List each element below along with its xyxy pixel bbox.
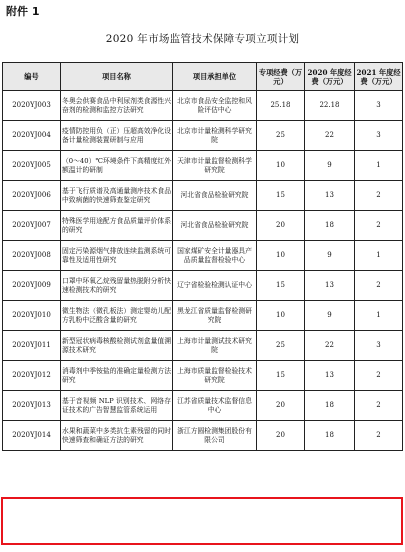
row-unit: 上海市计量测试技术研究院 (173, 331, 257, 361)
row-2020: 22.18 (305, 91, 355, 121)
row-name: 固定污染源烟气排放连续监测系统可靠性及适用性研究 (61, 241, 173, 271)
row-2021: 1 (355, 241, 403, 271)
row-total: 20 (257, 391, 305, 421)
attachment-label: 附件 1 (6, 5, 40, 18)
row-name: 基于飞行质谱及高通量测序技术食品中致病菌的快速筛查鉴定研究 (61, 181, 173, 211)
row-code: 2020YJ003 (3, 91, 61, 121)
table-row (3, 241, 403, 271)
row-code: 2020YJ014 (3, 421, 61, 451)
header-total: 专项经费（万元） (257, 63, 305, 91)
row-code: 2020YJ009 (3, 271, 61, 301)
row-2021: 3 (355, 331, 403, 361)
row-unit: 江苏省质量技术监督信息中心 (173, 391, 257, 421)
row-name: 消毒剂中季铵盐的准确定量检测方法研究 (61, 361, 173, 391)
row-unit: 河北省食品检验研究院 (173, 181, 257, 211)
row-unit: 上海市质量监督检验技术研究院 (173, 361, 257, 391)
document-title: 2020 年市场监管技术保障专项立项计划 (105, 33, 300, 45)
row-2020: 18 (305, 391, 355, 421)
row-name: 基于音视频 NLP 识别技术、网络存证技术的广告智慧监管系统运用 (61, 391, 173, 421)
row-2020: 18 (305, 421, 355, 451)
header-2020: 2020 年度经费（万元） (305, 63, 355, 91)
table-row (3, 211, 403, 241)
row-total: 20 (257, 211, 305, 241)
row-2020: 22 (305, 121, 355, 151)
row-2021: 1 (355, 151, 403, 181)
row-total: 25 (257, 121, 305, 151)
table-row (3, 181, 403, 211)
header-code: 编号 (3, 63, 61, 91)
header-2021: 2021 年度经费（万元） (355, 63, 403, 91)
row-total: 15 (257, 361, 305, 391)
row-code: 2020YJ006 (3, 181, 61, 211)
row-name: 微生物法（微孔板法）测定婴幼儿配方乳粉中泛酸含量的研究 (61, 301, 173, 331)
row-name: 水果和蔬菜中多类抗生素残留的同时快速筛查和确证方法的研究 (61, 421, 173, 451)
header-unit: 项目承担单位 (173, 63, 257, 91)
row-2021: 2 (355, 391, 403, 421)
row-unit: 黑龙江省质量监督检测研究院 (173, 301, 257, 331)
row-unit: 河北省食品检验研究院 (173, 211, 257, 241)
table-row (3, 91, 403, 121)
row-code: 2020YJ005 (3, 151, 61, 181)
row-unit: 北京市计量检测科学研究院 (173, 121, 257, 151)
row-2020: 9 (305, 301, 355, 331)
row-total: 10 (257, 301, 305, 331)
row-name: （0～40）℃环境条件下高精度红外额温计的研制 (61, 151, 173, 181)
row-2020: 9 (305, 241, 355, 271)
row-name: 新型冠状病毒核酸检测试剂盒量值溯源技术研究 (61, 331, 173, 361)
row-code: 2020YJ012 (3, 361, 61, 391)
row-2021: 2 (355, 421, 403, 451)
table-row (3, 421, 403, 451)
row-code: 2020YJ013 (3, 391, 61, 421)
row-name: 口罩中环氧乙烷残留量热脱附分析快速检测技术的研究 (61, 271, 173, 301)
table-row (3, 271, 403, 301)
table-row (3, 121, 403, 151)
table-row (3, 361, 403, 391)
row-unit: 浙江方圆检测集团股份有限公司 (173, 421, 257, 451)
row-total: 15 (257, 271, 305, 301)
highlight-box (1, 497, 403, 545)
row-total: 25 (257, 331, 305, 361)
row-unit: 国家煤矿安全计量器具产品质量监督检验中心 (173, 241, 257, 271)
row-2021: 2 (355, 211, 403, 241)
row-2020: 13 (305, 181, 355, 211)
row-2021: 2 (355, 271, 403, 301)
row-unit: 辽宁省检验检测认证中心 (173, 271, 257, 301)
row-2021: 2 (355, 181, 403, 211)
row-total: 10 (257, 151, 305, 181)
row-total: 10 (257, 241, 305, 271)
row-unit: 北京市食品安全监控和风险评估中心 (173, 91, 257, 121)
row-total: 20 (257, 421, 305, 451)
row-code: 2020YJ010 (3, 301, 61, 331)
table-row (3, 391, 403, 421)
table-row (3, 301, 403, 331)
row-2021: 1 (355, 301, 403, 331)
row-code: 2020YJ011 (3, 331, 61, 361)
row-name: 疫情防控用负（正）压超高效净化设备计量检测装置研制与应用 (61, 121, 173, 151)
row-name: 特殊医学用途配方食品质量评价体系的研究 (61, 211, 173, 241)
table-header-row (3, 63, 403, 91)
row-2020: 9 (305, 151, 355, 181)
header-name: 项目名称 (61, 63, 173, 91)
row-unit: 天津市计量监督检测科学研究院 (173, 151, 257, 181)
table-row (3, 151, 403, 181)
row-code: 2020YJ004 (3, 121, 61, 151)
table-row (3, 331, 403, 361)
row-name: 冬奥会供赛食品中利尿剂类食源性兴奋剂的检测和监控方法研究 (61, 91, 173, 121)
project-table (2, 62, 403, 451)
row-2021: 2 (355, 361, 403, 391)
row-code: 2020YJ007 (3, 211, 61, 241)
row-2020: 13 (305, 271, 355, 301)
row-2021: 3 (355, 121, 403, 151)
row-2020: 18 (305, 211, 355, 241)
row-2021: 3 (355, 91, 403, 121)
row-total: 25.18 (257, 91, 305, 121)
row-code: 2020YJ008 (3, 241, 61, 271)
row-2020: 22 (305, 331, 355, 361)
row-total: 15 (257, 181, 305, 211)
row-2020: 13 (305, 361, 355, 391)
